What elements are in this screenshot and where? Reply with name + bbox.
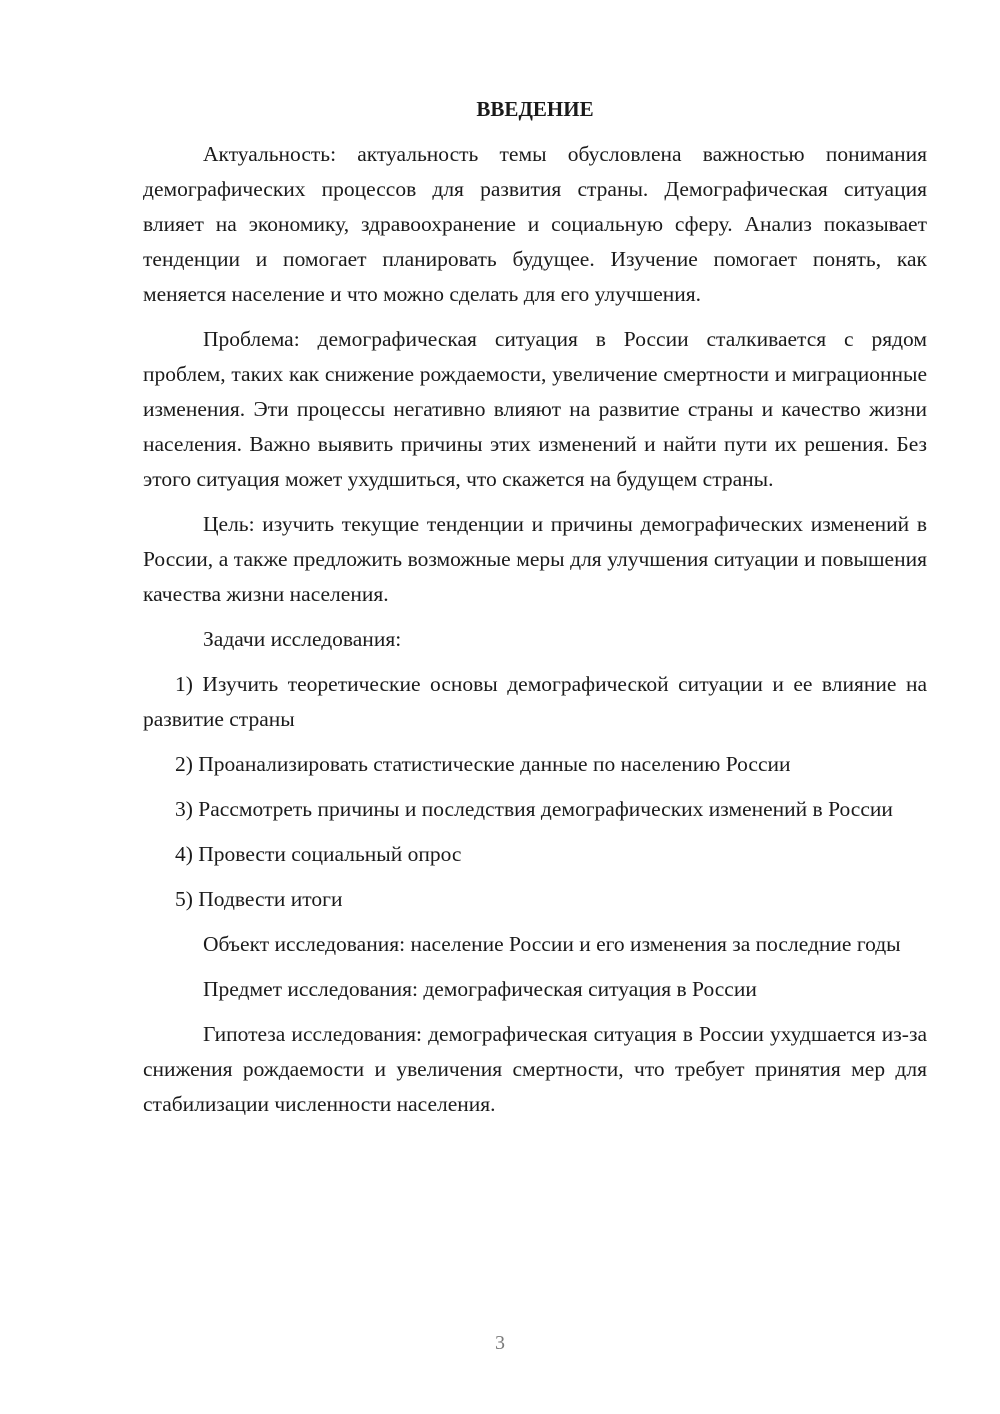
paragraph-object: Объект исследования: население России и его изменения за последние годы xyxy=(203,932,901,956)
task-item-2: 2) Проанализировать статистические данные по населению России xyxy=(175,752,791,776)
paragraph-problem: Проблема: демографическая ситуация в России сталкивается с рядом проблем, таких как снижение рождаемости, увеличение смертности и миграционные изменения. Эти процессы негативно влияют на развитие страны и качество жизни населения. Важно выявить причины этих изменений и найти пути их решения. Без этого ситуация может ухудшиться, что скажется на будущем страны. xyxy=(143,327,927,491)
document-page xyxy=(143,92,927,1132)
page-number: 3 xyxy=(495,1332,505,1354)
paragraph-hypothesis: Гипотеза исследования: демографическая ситуация в России ухудшается из-за снижения рождаемости и увеличения смертности, что требует принятия мер для стабилизации численности населения. xyxy=(143,1022,927,1116)
task-item-1: 1) Изучить теоретические основы демографической ситуации и ее влияние на развитие страны xyxy=(143,672,927,731)
task-item-4: 4) Провести социальный опрос xyxy=(175,842,462,866)
section-title: ВВЕДЕНИЕ xyxy=(476,97,594,121)
paragraph-relevance: Актуальность: актуальность темы обусловлена важностью понимания демографических процессов для развития страны. Демографическая ситуация влияет на экономику, здравоохранение и социальную сферу. Анализ показывает тенденции и помогает планировать будущее. Изучение помогает понять, как меняется население и что можно сделать для его улучшения. xyxy=(143,142,927,306)
paragraph-goal: Цель: изучить текущие тенденции и причины демографических изменений в России, а также предложить возможные меры для улучшения ситуации и повышения качества жизни населения. xyxy=(143,512,927,606)
task-item-5: 5) Подвести итоги xyxy=(175,887,343,911)
paragraph-subject: Предмет исследования: демографическая ситуация в России xyxy=(203,977,757,1001)
tasks-heading: Задачи исследования: xyxy=(203,627,402,651)
task-item-3: 3) Рассмотреть причины и последствия демографических изменений в России xyxy=(175,797,893,821)
